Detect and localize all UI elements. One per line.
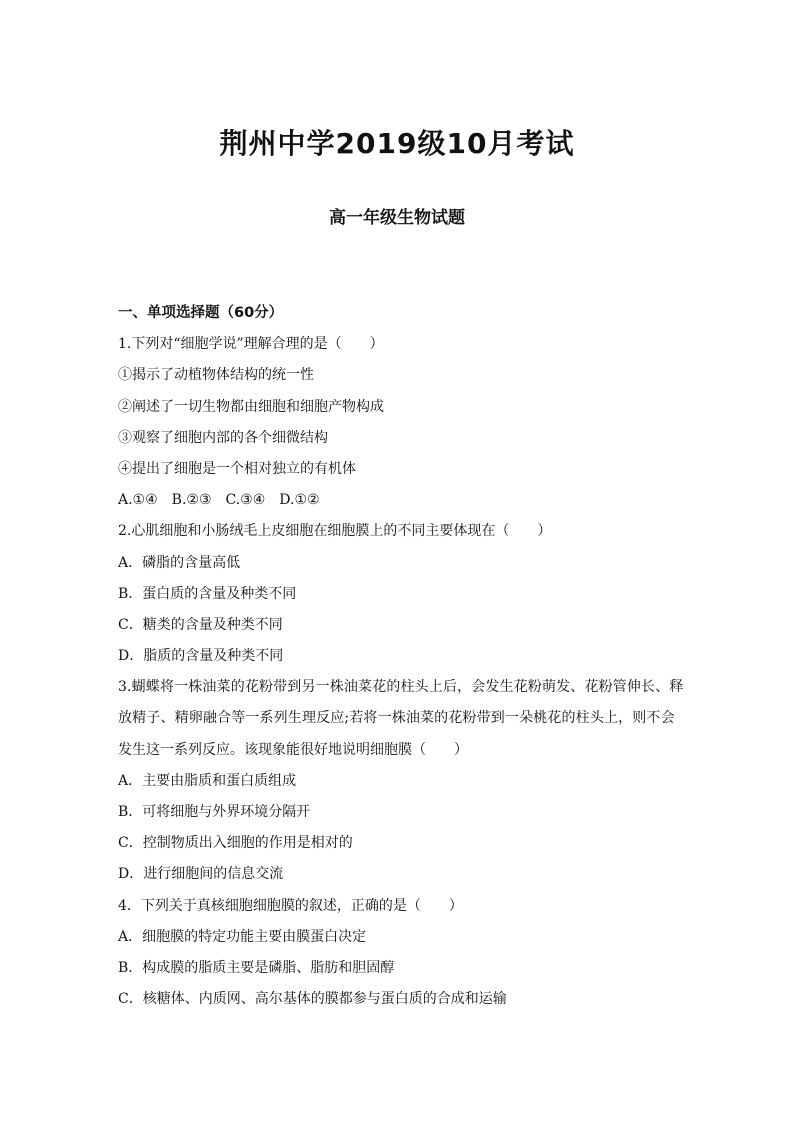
question-4-option-a: A．细胞膜的特定功能主要由膜蛋白决定: [118, 928, 367, 945]
question-1-stem: 1.下列对“细胞学说”理解合理的是（ ）: [118, 336, 384, 353]
question-1-statement-3: ③观察了细胞内部的各个细微结构: [118, 429, 328, 446]
question-3-option-a: A．主要由脂质和蛋白质组成: [118, 772, 297, 789]
exam-subtitle: 高一年级生物试题: [329, 208, 465, 228]
question-content: [118, 298, 698, 1015]
question-2-option-d: D．脂质的含量及种类不同: [118, 648, 284, 665]
question-2-option-b: B．蛋白质的含量及种类不同: [118, 585, 297, 602]
question-2-option-c: C．糖类的含量及种类不同: [118, 616, 283, 633]
question-3-option-b: B．可将细胞与外界环境分隔开: [118, 804, 311, 820]
exam-title: 荆州中学2019级10月考试: [219, 127, 575, 160]
section-heading: 一、单项选择题（60分）: [118, 305, 284, 321]
question-1-statement-4: ④提出了细胞是一个相对独立的有机体: [118, 460, 356, 477]
question-2-option-a: A．磷脂的含量高低: [118, 554, 241, 571]
question-4-option-c: C．核糖体、内质网、高尔基体的膜都参与蛋白质的合成和运输: [118, 991, 507, 1008]
question-3-option-c: C．控制物质出入细胞的作用是相对的: [118, 835, 353, 852]
question-3-stem-line-2: 放精子、精卵融合等一系列生理反应;若将一株油菜的花粉带到一朵桃花的柱头上，则不会: [118, 710, 675, 727]
question-2-stem: 2.心肌细胞和小肠绒毛上皮细胞在细胞膜上的不同主要体现在（ ）: [118, 523, 552, 540]
question-3-stem-line-1: 3.蝴蝶将一株油菜的花粉带到另一株油菜花的柱头上后，会发生花粉萌发、花粉管伸长、释: [118, 679, 684, 696]
question-4-stem: 4．下列关于真核细胞细胞膜的叙述，正确的是（ ）: [118, 897, 463, 914]
question-3-option-d: D．进行细胞间的信息交流: [118, 866, 284, 883]
question-3-stem-line-3: 发生这一系列反应。该现象能很好地说明细胞膜（ ）: [118, 741, 468, 758]
question-1-statement-2: ②阐述了一切生物都由细胞和细胞产物构成: [118, 398, 384, 415]
question-1-options: A.①④ B.②③ C.③④ D.①②: [118, 492, 320, 509]
question-1-statement-1: ①揭示了动植物体结构的统一性: [118, 367, 314, 384]
question-4-option-b: B．构成膜的脂质主要是磷脂、脂肪和胆固醇: [118, 959, 395, 976]
